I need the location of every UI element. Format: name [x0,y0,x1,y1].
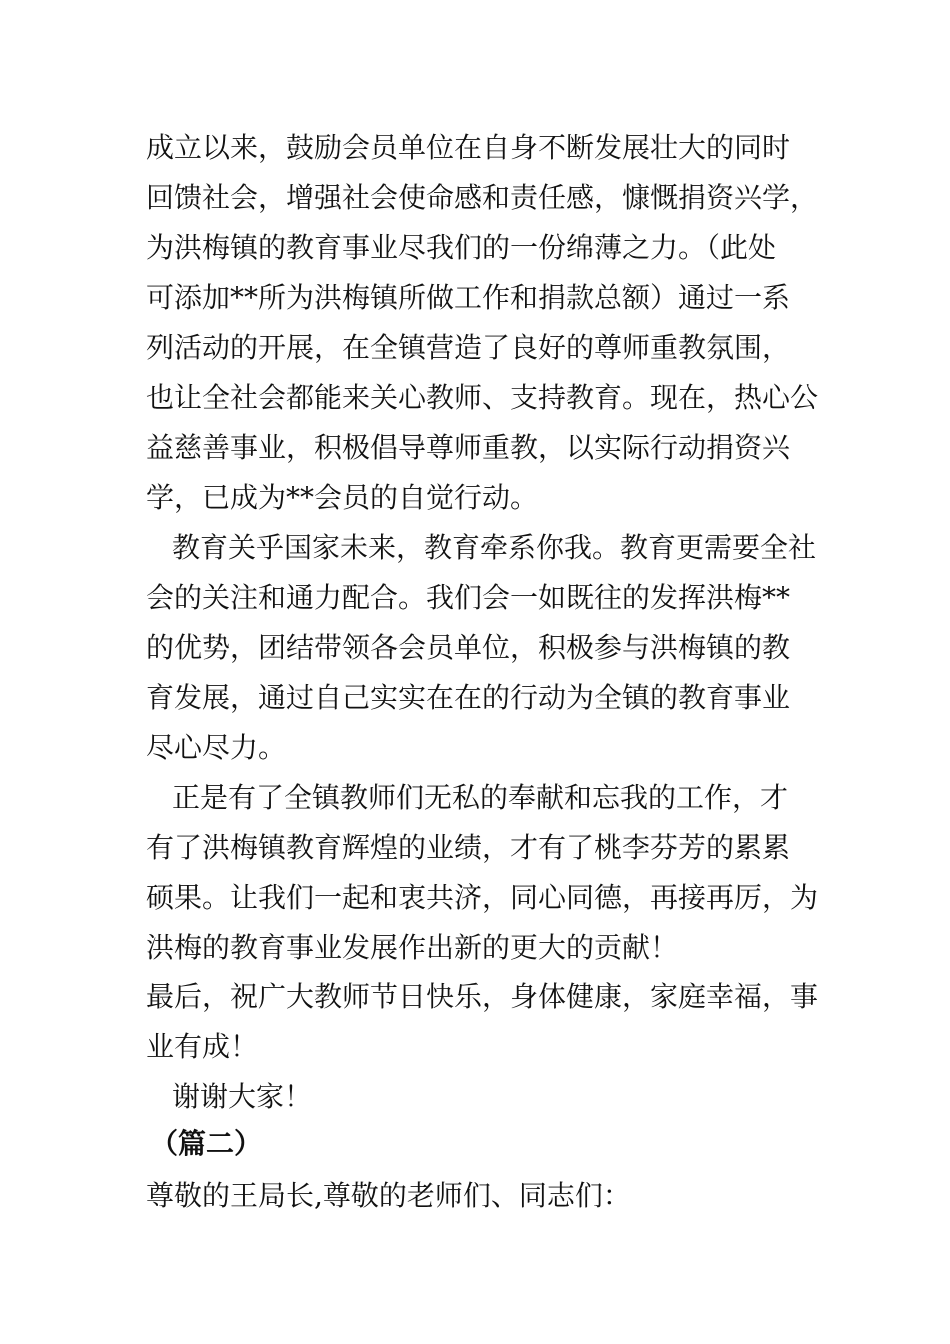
text-line: 可添加**所为洪梅镇所做工作和捐款总额）通过一系 [146,281,791,314]
text-line: 育发展，通过自己实实在在的行动为全镇的教育事业 [146,681,791,714]
text-line: 谢谢大家！ [172,1080,313,1113]
text-line: 洪梅的教育事业发展作出新的更大的贡献！ [146,931,679,964]
text-line: 列活动的开展，在全镇营造了良好的尊师重教氛围， [146,331,791,364]
text-line: 会的关注和通力配合。我们会一如既往的发挥洪梅** [146,581,791,614]
text-line: 业有成！ [146,1030,259,1063]
section-heading: （篇二） [150,1127,263,1160]
text-line: 有了洪梅镇教育辉煌的业绩，才有了桃李芬芳的累累 [146,831,791,864]
text-line: 尽心尽力。 [146,731,287,764]
text-line: 硕果。让我们一起和衷共济，同心同德，再接再厉，为 [146,881,819,914]
text-line: 最后，祝广大教师节日快乐，身体健康，家庭幸福，事 [146,980,819,1013]
text-line: 益慈善事业，积极倡导尊师重教，以实际行动捐资兴 [146,431,791,464]
text-line: 的优势，团结带领各会员单位，积极参与洪梅镇的教 [146,631,791,664]
text-line: 回馈社会，增强社会使命感和责任感，慷慨捐资兴学， [146,181,819,214]
text-line: 也让全社会都能来关心教师、支持教育。现在，热心公 [146,381,819,414]
salutation-line: 尊敬的王局长,尊敬的老师们、同志们： [146,1179,631,1212]
text-line: 教育关乎国家未来，教育牵系你我。教育更需要全社 [172,531,817,564]
text-line: 学，已成为**会员的自觉行动。 [146,481,539,514]
text-line: 为洪梅镇的教育事业尽我们的一份绵薄之力。（此处 [146,231,777,264]
text-line: 成立以来，鼓励会员单位在自身不断发展壮大的同时 [146,131,791,164]
text-line: 正是有了全镇教师们无私的奉献和忘我的工作，才 [172,781,789,814]
